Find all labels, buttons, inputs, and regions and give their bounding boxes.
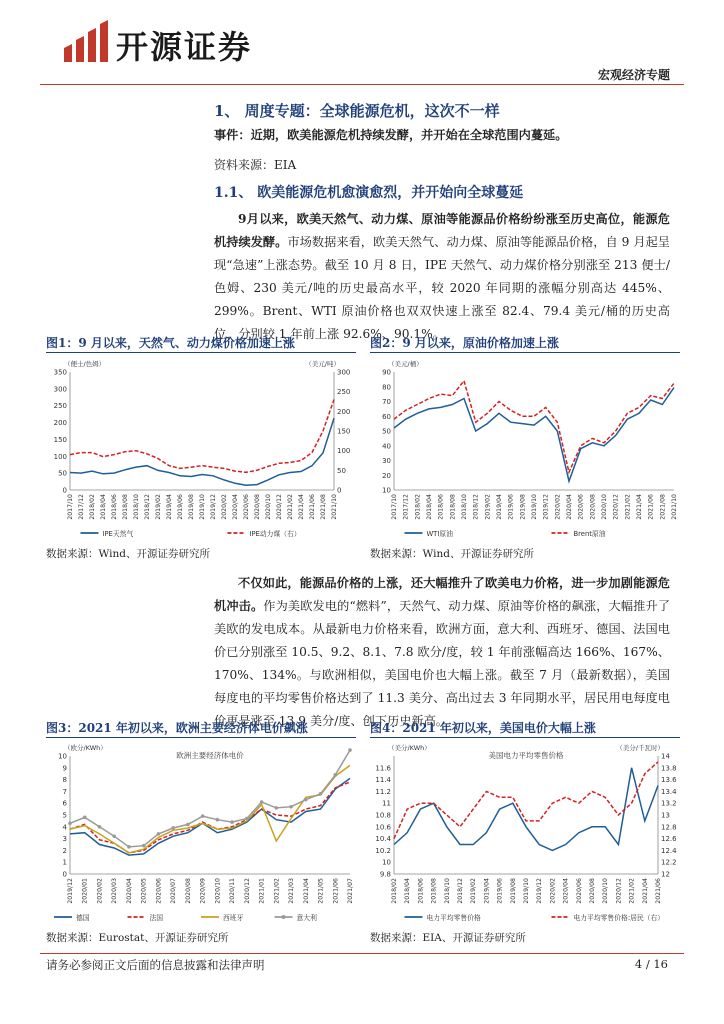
x-tick: 2021/06 [332,878,340,904]
y-tick-left: 10.8 [375,811,391,820]
y-tick-left: 5 [62,811,67,820]
fig4-rule [370,737,680,738]
y-tick-left: 4 [62,823,67,832]
y-tick-right: 13 [661,811,670,820]
fig4-chart [368,740,682,926]
y-tick-left: 200 [53,419,67,428]
data-point [157,832,161,836]
x-tick: 2021/08 [320,494,327,520]
event-source: 资料来源：EIA [214,158,297,172]
x-tick: 2020/04 [232,494,239,520]
x-tick: 2020/03 [111,878,119,904]
x-tick: 2018/04 [426,494,433,520]
y-tick-left: 11.2 [375,787,391,796]
x-tick: 2018/06 [111,494,118,520]
x-tick: 2020/06 [577,494,585,520]
data-point [304,798,308,802]
paragraph-1-body: 市场数据来看，欧美天然气、动力煤、原油等能源品价格，自 9 月起呈现“急速”上涨态势。截至 10 月 8 日，IPE 天然气、动力煤价格分别涨至 213 便士/色姆、230 美元/吨的历史最高水平，较 2020 年同期的涨幅分别高达 445%、299%。Brent、WTI 原油价格也双双快速上涨至 82.4、79.4 美元/桶的历史高位，分别较 1 年前上涨 92.6%、90.1%。 [214,235,670,341]
x-tick: 2021/05 [317,878,325,904]
x-tick: 2020/04 [566,494,573,520]
paragraph-2 [214,572,670,733]
x-tick: 2020/08 [184,878,192,904]
x-tick: 2021/04 [641,878,649,904]
legend-label: 电力平均零售价格:居民（右） [573,914,665,922]
x-tick: 2021/02 [287,494,294,520]
x-tick: 2021/04 [636,494,643,520]
y-tick-left: 3 [62,835,67,844]
series-line [70,400,334,473]
x-tick: 2019/12 [210,494,217,520]
x-tick: 2020/12 [615,878,623,904]
data-point [83,816,87,820]
x-tick: 2018/12 [472,494,480,520]
logo-mark-icon [58,18,118,66]
subsection-title: 1.1、 欧美能源危机愈演愈烈，并开始向全球蔓延 [214,185,524,201]
legend-label: 法国 [149,914,164,922]
x-tick: 2019/10 [531,494,538,520]
y-tick-left: 70 [382,398,391,406]
y-tick-right: 12.4 [661,846,677,855]
data-point [127,845,131,849]
data-point [201,814,205,818]
x-tick: 2019/04 [483,878,491,904]
fig1-source: 数据来源：Wind、开源证券研究所 [46,548,210,560]
paragraph-1 [214,208,670,346]
event-paragraph [214,124,670,147]
event-text: 近期，欧美能源危机持续发酵，并开始在全球范围内蔓延。 [250,128,568,142]
x-tick: 2019/04 [166,494,173,520]
x-tick: 2019/12 [542,494,550,520]
brand-name: 开源证券 [116,28,253,66]
x-tick: 2018/08 [430,878,438,904]
y-tick-left: 300 [53,385,67,394]
series-line [70,750,350,847]
x-tick: 2019/02 [470,878,478,904]
x-tick: 2021/07 [347,878,354,904]
x-tick: 2018/02 [414,494,422,520]
data-point [216,818,220,822]
x-tick: 2018/04 [404,878,412,904]
data-point [289,805,293,809]
chart-inner-title: 美国电力平均零售价格 [488,751,564,760]
y-tick-left: 30 [382,457,391,465]
x-tick: 2018/08 [122,494,129,520]
x-tick: 2017/10 [391,494,398,520]
y-tick-right: 50 [337,466,346,475]
legend-label: WTI原油 [426,530,453,538]
x-tick: 2019/08 [519,494,527,520]
paragraph-2-lead: 不仅如此，能源品价格的上涨，还大幅推升了欧美电力价格，进一步加剧能源危机冲击。 [214,576,670,613]
data-point [245,817,249,821]
fig3-title: 图3：2021 年初以来，欧洲主要经济体电价飙涨 [46,721,308,735]
x-tick: 2020/04 [562,878,570,904]
y-tick-right: 150 [337,427,351,436]
x-tick: 2020/10 [214,878,222,904]
y-tick-right: 300 [337,368,351,377]
y-unit-right: （美分/千瓦时） [616,744,664,752]
x-tick: 2018/08 [449,494,457,520]
x-tick: 2019/12 [67,878,74,904]
y-tick-left: 9.8 [379,870,391,879]
x-tick: 2020/05 [140,878,148,904]
x-tick: 2021/08 [659,494,667,520]
y-tick-left: 0 [62,870,67,879]
y-unit-left: （美元/桶） [388,360,423,368]
y-tick-left: 9 [62,764,67,773]
fig4-source: 数据来源：EIA、开源证券研究所 [370,932,526,944]
x-tick: 2020/02 [96,878,104,904]
y-tick-left: 11 [382,799,391,808]
data-point [112,834,116,838]
x-tick: 2018/10 [443,878,451,904]
x-tick: 2021/01 [258,878,266,904]
y-tick-left: 0 [62,486,67,495]
legend-label: 电力平均零售价格 [426,914,481,922]
page-number: 4 / 16 [634,957,668,971]
x-tick: 2021/02 [273,878,281,904]
x-tick: 2020/12 [243,878,251,904]
y-tick-left: 10 [58,752,67,761]
paragraph-2-body: 作为美欧发电的“燃料”，天然气、动力煤、原油等价格的飙涨，大幅推升了美欧的发电成本。从最新电力价格来看，欧洲方面，意大利、西班牙、德国、法国电价已分别涨至 10.5、9.2、8.1、7.8 欧分/度，较 1 年前涨幅高达 166%、167%、170%、134%。与欧洲相似，美国电价也大幅上涨。截至 7 月（最新数据），美国每度电的平均零售价格达到了 11.3 美分、高出过去 3 年同期水平，居民用电每度电价更是涨至 13.9 美分/度、创下历史新高。 [214,599,671,728]
fig1-title: 图1：9 月以来，天然气、动力煤价格加速上涨 [46,336,295,350]
x-tick: 2021/10 [671,494,678,520]
x-tick: 2018/02 [391,878,398,904]
x-tick: 2017/10 [67,494,74,520]
x-tick: 2021/04 [302,878,310,904]
x-tick: 2019/10 [199,494,206,520]
x-tick: 2017/12 [78,494,85,520]
x-tick: 2019/02 [155,494,162,520]
data-point [171,826,175,830]
y-tick-left: 50 [58,469,67,478]
x-tick: 2020/06 [575,878,583,904]
y-tick-right: 14 [661,752,670,761]
x-tick: 2020/06 [243,494,250,520]
x-tick: 2019/08 [188,494,195,520]
y-tick-right: 12.6 [661,835,677,844]
x-tick: 2018/06 [437,494,445,520]
y-tick-right: 13.2 [661,799,677,808]
x-tick: 2021/06 [309,494,316,520]
fig2-source: 数据来源：Wind、开源证券研究所 [370,548,534,560]
x-tick: 2019/08 [509,878,517,904]
x-tick: 2020/12 [612,494,620,520]
x-tick: 2020/04 [125,878,133,904]
y-unit-left: （欧分/KWh） [64,744,107,752]
x-tick: 2021/06 [647,494,655,520]
x-tick: 2021/02 [624,494,632,520]
x-tick: 2021/04 [298,494,305,520]
data-point [98,825,102,829]
x-tick: 2020/07 [170,878,178,904]
x-tick: 2020/10 [602,878,610,904]
y-tick-right: 13.8 [661,764,677,773]
fig2-title: 图2：9 月以来，原油价格加速上涨 [370,336,559,350]
y-tick-right: 12.8 [661,823,677,832]
legend-label: IPE动力煤（右） [249,530,301,538]
legend-label: 意大利 [296,914,317,922]
x-tick: 2018/12 [457,878,464,904]
series-line [394,768,658,851]
data-point [348,748,352,752]
x-tick: 2020/02 [549,878,557,904]
x-tick: 2020/10 [265,494,272,520]
fig4-title: 图4：2021 年初以来，美国电价大幅上涨 [370,721,596,735]
x-tick: 2020/06 [155,878,163,904]
header-divider [40,84,684,85]
y-unit-right: （美元/吨） [305,360,340,368]
x-tick: 2018/02 [89,494,96,520]
event-label: 事件： [214,128,251,142]
y-tick-left: 10.2 [375,846,391,855]
report-type: 宏观经济专题 [597,68,670,82]
x-tick: 2021/10 [331,494,338,520]
y-tick-right: 100 [337,447,351,456]
data-point [275,806,279,810]
x-tick: 2020/02 [554,494,562,520]
x-tick: 2019/10 [523,878,530,904]
y-tick-left: 10.4 [375,835,391,844]
y-tick-left: 20 [382,471,391,480]
chart-inner-title: 欧洲主要经济体电价 [176,751,244,760]
y-tick-left: 350 [53,368,67,377]
legend-marker [282,915,286,919]
series-line [70,418,334,485]
legend-label: Brent原油 [573,530,606,538]
x-tick: 2019/12 [536,878,544,904]
y-unit-left: （美分/KWh） [388,744,431,752]
x-tick: 2018/12 [144,494,151,520]
series-line [394,381,674,473]
paragraph-1-lead: 9月以来，欧美天然气、动力煤、原油等能源品价格纷纷涨至历史高位，能源危机持续发酵。 [214,212,670,249]
footer-disclaimer: 请务必参阅正文后面的信息披露和法律声明 [46,958,265,972]
y-tick-left: 50 [382,427,391,436]
y-tick-left: 10.6 [375,823,391,832]
y-tick-right: 13.4 [661,787,677,796]
y-tick-left: 150 [53,435,67,444]
x-tick: 2020/02 [221,494,228,520]
fig3-chart [44,740,358,926]
x-tick: 2020/08 [254,494,261,520]
data-point [68,821,72,825]
y-tick-left: 90 [382,368,391,377]
y-tick-right: 13.6 [661,776,677,785]
y-tick-right: 12 [661,870,670,879]
y-tick-left: 40 [382,442,391,451]
data-point [260,800,264,804]
x-tick: 2020/12 [276,494,283,520]
y-tick-right: 0 [337,486,342,495]
x-tick: 2018/10 [133,494,140,520]
data-point [319,792,323,796]
x-tick: 2019/06 [496,878,504,904]
y-tick-left: 2 [62,846,67,855]
x-tick: 2018/06 [417,878,425,904]
series-line [70,778,350,855]
x-tick: 2018/10 [461,494,468,520]
x-tick: 2020/01 [81,878,89,904]
y-tick-left: 11.6 [375,764,391,773]
y-tick-right: 250 [337,388,351,397]
x-tick: 2021/03 [288,878,296,904]
x-tick: 2019/06 [507,494,515,520]
data-point [230,820,234,824]
y-tick-left: 80 [382,383,391,392]
fig3-source: 数据来源：Eurostat、开源证券研究所 [46,932,229,944]
data-point [142,844,146,848]
fig3-rule [46,737,356,738]
section-title: 1、 周度专题：全球能源危机，这次不一样 [214,102,500,120]
y-tick-left: 250 [53,402,67,411]
y-tick-left: 60 [382,412,391,421]
y-tick-left: 1 [62,858,67,867]
fig2-rule [370,352,680,353]
data-point [186,823,190,827]
legend-label: IPE天然气 [102,530,134,538]
data-point [333,773,337,777]
fig1-chart [44,356,358,542]
series-line [394,388,674,482]
y-tick-left: 10 [382,858,391,867]
y-tick-right: 12.2 [661,858,677,867]
x-tick: 2020/08 [589,494,597,520]
y-tick-left: 11.4 [375,776,391,785]
x-tick: 2019/06 [177,494,184,520]
y-tick-right: 200 [337,407,351,416]
y-tick-left: 100 [53,452,67,461]
y-unit-left: （便士/色姆） [64,360,106,368]
fig1-rule [46,352,356,353]
x-tick: 2019/02 [484,494,492,520]
x-tick: 2019/04 [496,494,503,520]
y-tick-left: 6 [62,799,67,808]
x-tick: 2021/02 [628,878,636,904]
legend-label: 西班牙 [223,914,244,922]
y-tick-left: 7 [62,787,67,796]
fig2-chart [368,356,682,542]
x-tick: 2017/12 [402,494,410,520]
y-tick-left: 8 [62,776,67,785]
x-tick: 2020/11 [229,878,237,904]
y-tick-left: 10 [382,486,391,495]
x-tick: 2020/09 [199,878,207,904]
x-tick: 2018/04 [100,494,107,520]
x-tick: 2020/10 [601,494,608,520]
x-tick: 2021/06 [655,878,662,904]
legend-label: 德国 [76,914,90,922]
footer-divider [40,953,684,954]
x-tick: 2020/08 [589,878,596,904]
